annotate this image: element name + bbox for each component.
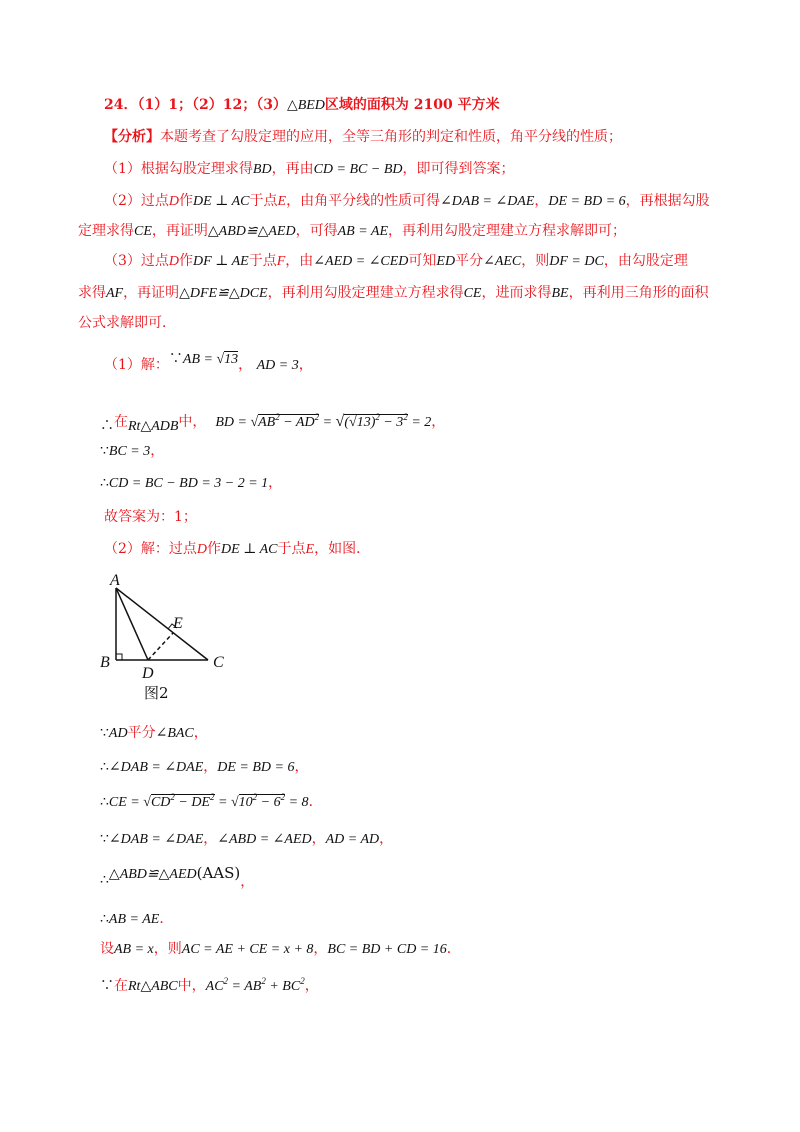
s2l6-eq: AB = AE [108, 912, 160, 927]
label-d: D [142, 665, 154, 682]
sol1l2-end: ， [431, 414, 446, 430]
s2l7-ze: ，则 [153, 941, 182, 957]
s2l1b-ad: AD [108, 726, 128, 741]
sup-2a: 2 [275, 412, 280, 422]
answer-line [104, 94, 500, 117]
step1-text-b: ，再由 [271, 161, 314, 177]
s2l1-de: DE ⊥ AC [193, 194, 250, 209]
because-5: ∵ [100, 978, 114, 994]
step1-line [104, 158, 515, 181]
s2l4-a3: AD = AD [325, 832, 380, 847]
s3l2-b: ，再证明 [123, 285, 180, 301]
s2l8-zai: 在 [114, 978, 128, 994]
s2l2-ce: CE [134, 224, 152, 239]
s2l2-c: ，可得 [295, 223, 338, 239]
s2l1b-pf: 平分 [127, 725, 156, 741]
s3l1-df: DF ⊥ AE [193, 254, 249, 269]
s3l1-d2: ，由 [285, 253, 314, 269]
s2l1b-end: ， [193, 725, 208, 741]
sqrt-13-inner: 13 [356, 415, 371, 430]
sol2-a: （2）解：过点 [104, 541, 197, 557]
sol1l3-eq: BC = 3 [108, 444, 151, 459]
step1-text-a: （1）根据勾股定理求得 [104, 161, 253, 177]
segment-ad [116, 588, 148, 660]
s2l4-c1: ， [203, 831, 218, 847]
sol1-line2 [100, 406, 445, 434]
step3-line1 [104, 250, 688, 273]
right-angle-b [116, 654, 122, 660]
sup-2f: 2 [210, 792, 215, 802]
sol1-label: （1）解： [104, 357, 169, 373]
sol1-line3 [100, 440, 164, 463]
s3l1-h: ，由勾股定理 [603, 253, 688, 269]
s2l2-a: 定理求得 [78, 223, 134, 239]
s2-line5 [100, 862, 255, 890]
sol1-answer: 故答案为：1； [104, 509, 197, 525]
s2l2-cong: △ABD≌△AED [207, 224, 296, 239]
sup-2e: 2 [170, 792, 175, 802]
s2l8-rt: Rt△ABC [128, 979, 178, 994]
sup-2b: 2 [314, 412, 320, 422]
analysis-line [104, 126, 622, 148]
sup-2j: 2 [261, 976, 266, 986]
s3l2-be: BE [551, 286, 569, 301]
s2l1-end: ，再根据勾股 [625, 193, 710, 209]
s2l5-aas: (AAS) [196, 864, 241, 882]
s2l4-a2: ∠ABD = ∠AED [217, 832, 312, 847]
s2l1-sep: ， [534, 193, 549, 209]
s3l1-e: 可知 [408, 253, 437, 269]
sol2-b: 作 [207, 541, 222, 557]
sol1-line [104, 351, 313, 377]
s2l3-ce: CE = [108, 795, 144, 810]
s3l1-b: 作 [179, 253, 194, 269]
sqrt-10-6: $√10^2 - 6^2$ [230, 792, 286, 810]
sup-2h: 2 [280, 792, 286, 802]
sol1-because: ∵ [168, 351, 183, 367]
label-c: C [213, 654, 224, 671]
sol2-de: DE ⊥ AC [221, 542, 278, 557]
sol1-ab: AB = [182, 352, 217, 367]
s2l2b-ang: ∠DAB = ∠DAE [108, 760, 204, 775]
s2l2b-sep: ， [203, 759, 218, 775]
s2l2b-end: ， [294, 759, 309, 775]
s2l7-she: 设 [100, 941, 114, 957]
segment-de [148, 633, 173, 660]
sol2-e: E [305, 542, 315, 557]
sqrt-minus-de: − DE [174, 795, 211, 810]
s2l1-eq: DE = BD = 6 [548, 194, 626, 209]
question-number: 24． [104, 97, 138, 113]
therefore-2: ∴ [100, 475, 109, 491]
step3-line3: 公式求解即可． [78, 315, 176, 331]
step1-bd: BD [252, 162, 272, 177]
s2l7-ac: AC = AE + CE = x + 8 [181, 942, 314, 957]
sol1l2-res: = 2 [407, 415, 432, 430]
s2l2-d: ，再利用勾股定理建立方程求解即可； [388, 223, 626, 239]
answer-parts: （1）1；（2）12；（3） [137, 97, 287, 113]
s3l1-a: （3）过点 [104, 253, 169, 269]
therefore-1: ∴ [100, 418, 114, 434]
sqrt-ab-ad: $√AB^2 - AD^2$ [250, 412, 320, 430]
s3l1-ed: ED [436, 254, 456, 269]
s3l1-ang: ∠AED = ∠CED [313, 254, 409, 269]
s2l1-a: （2）过点 [104, 193, 169, 209]
sup-2k: 2 [300, 976, 305, 986]
s2-line1 [100, 722, 208, 745]
triangle-bed: △BED [286, 98, 325, 113]
sol1l4-end: ， [268, 475, 283, 491]
sqrt-big: $√(√13)^2 - 3^2$ [335, 412, 408, 430]
s2l1-ang: ∠DAB = ∠DAE [440, 194, 535, 209]
step2-line1 [104, 190, 710, 213]
s2-line7 [100, 938, 461, 961]
s3l1-f2: 平分 [455, 253, 484, 269]
s2l8-plus: + BC [265, 979, 301, 994]
s3l2-cong: △DFE≌△DCE [179, 286, 268, 301]
sqrt-13: √13 [216, 352, 239, 367]
s2l5-cong: △ABD≌△AED [108, 867, 197, 882]
sol1-comma: ， [238, 357, 253, 373]
sol2-c: 于点 [277, 541, 306, 557]
step3-line2 [78, 282, 709, 305]
s3l1-eq: DF = DC [549, 254, 604, 269]
sol1l3-end: ， [150, 443, 165, 459]
s2l1-e: E [277, 194, 287, 209]
sol2-d: D [196, 542, 208, 557]
therefore-4: ∴ [100, 794, 109, 810]
step1-eq: CD = BC − BD [313, 162, 403, 177]
because-3: ∵ [100, 725, 109, 741]
sqrt-minus-6: − 6 [257, 795, 281, 810]
sol2-line [104, 538, 370, 561]
sqrt-cd: CD [150, 795, 171, 810]
s2l2-b: ，再证明 [151, 223, 208, 239]
therefore-3: ∴ [100, 759, 109, 775]
sol1l2-eq1: BD = [215, 415, 251, 430]
s2l7-ab: AB = x [114, 942, 154, 957]
sqrt-cd-de: $√CD^2 - DE^2$ [143, 792, 215, 810]
s2l2b-eq: DE = BD = 6 [217, 760, 295, 775]
s2l1-c: 于点 [249, 193, 278, 209]
because-2: ∵ [100, 443, 109, 459]
s2l4-a1: ∠DAB = ∠DAE [108, 832, 204, 847]
s2-line8 [100, 970, 319, 998]
sup-2g: 2 [252, 792, 258, 802]
analysis-tag: 【分析】 [104, 129, 160, 145]
s2l4-c2: ， [311, 831, 326, 847]
s3l2-d: ，进而求得 [481, 285, 552, 301]
s2l8-end: ， [304, 978, 319, 994]
s3l2-af: AF [106, 286, 124, 301]
s2l3-eq: = [214, 795, 231, 810]
therefore-5: ∴ [100, 872, 109, 888]
answer-area: 区域的面积为 2100 平方米 [324, 97, 500, 113]
s3l1-g: ，则 [521, 253, 550, 269]
sol1-ad: AD = 3 [256, 358, 299, 373]
sqrt-ab: AB [258, 415, 276, 430]
s2-line6 [100, 908, 173, 931]
s2l1b-bac: ∠BAC [155, 726, 194, 741]
s2l3-end: ． [308, 794, 323, 810]
s3l2-a: 求得 [78, 285, 106, 301]
segment-ac [116, 588, 208, 660]
sol1l4-eq: CD = BC − BD = 3 − 2 = 1 [108, 476, 269, 491]
label-a: A [110, 574, 120, 589]
geometry-figure [96, 574, 246, 704]
because-4: ∵ [100, 831, 109, 847]
pythagoras-eq [205, 976, 305, 994]
s2-line3 [100, 786, 323, 814]
s2l8-eq: = AB [228, 979, 262, 994]
sol1-end: ， [298, 357, 313, 373]
sol1l2-zai: 在 [114, 414, 128, 430]
s3l2-ce: CE [463, 286, 482, 301]
s2l5-end: ， [240, 874, 255, 890]
s3l1-aec: ∠AEC [483, 254, 522, 269]
sol1l2-rt: Rt△ADB [128, 419, 179, 434]
sup-2d: 2 [403, 412, 408, 422]
sup-2i: 2 [223, 976, 229, 986]
s2l8-zhong: 中， [177, 978, 206, 994]
sqrt-10: 10 [238, 795, 253, 810]
s2l2-eq: AB = AE [337, 224, 388, 239]
sol1l2-eq2: = [319, 415, 336, 430]
s2l6-end: ． [159, 911, 174, 927]
s2l4-end: ， [379, 831, 394, 847]
sol1-line4 [100, 472, 282, 495]
s2-line4 [100, 828, 393, 851]
step2-line2 [78, 220, 626, 243]
s2l1-b: 作 [179, 193, 194, 209]
s2l7-c: ， [313, 941, 328, 957]
s2l1-d2: ，由角平分线的性质可得 [286, 193, 441, 209]
s2-line2 [100, 756, 308, 779]
step1-text-c: ，即可得到答案； [402, 161, 515, 177]
s2l7-bc: BC = BD + CD = 16 [327, 942, 447, 957]
sup-2c: 2 [375, 412, 380, 422]
sol1l2-zhong: 中， [178, 414, 207, 430]
sqrt-13-value: 13 [224, 352, 239, 367]
s3l2-c: ，再利用勾股定理建立方程求得 [267, 285, 464, 301]
s3l2-e: ，再利用三角形的面积 [568, 285, 709, 301]
figure-caption: 图2 [144, 684, 169, 702]
s2l7-end: ． [446, 941, 461, 957]
label-e: E [173, 615, 183, 632]
s2l3-res: = 8 [285, 795, 309, 810]
s2l1-d: D [168, 194, 180, 209]
sol2-end: ，如图． [314, 541, 371, 557]
therefore-6: ∴ [100, 911, 109, 927]
label-b: B [100, 654, 110, 671]
analysis-text: 本题考查了勾股定理的应用，全等三角形的判定和性质，角平分线的性质； [160, 129, 622, 145]
sqrt-minus-3: − 3 [379, 415, 404, 430]
s2l8-ac: AC [205, 979, 224, 994]
s3l1-d: D [168, 254, 180, 269]
s3l1-c: 于点 [248, 253, 277, 269]
s3l1-f: F [276, 254, 286, 269]
sqrt-minus-ad: − AD [279, 415, 315, 430]
